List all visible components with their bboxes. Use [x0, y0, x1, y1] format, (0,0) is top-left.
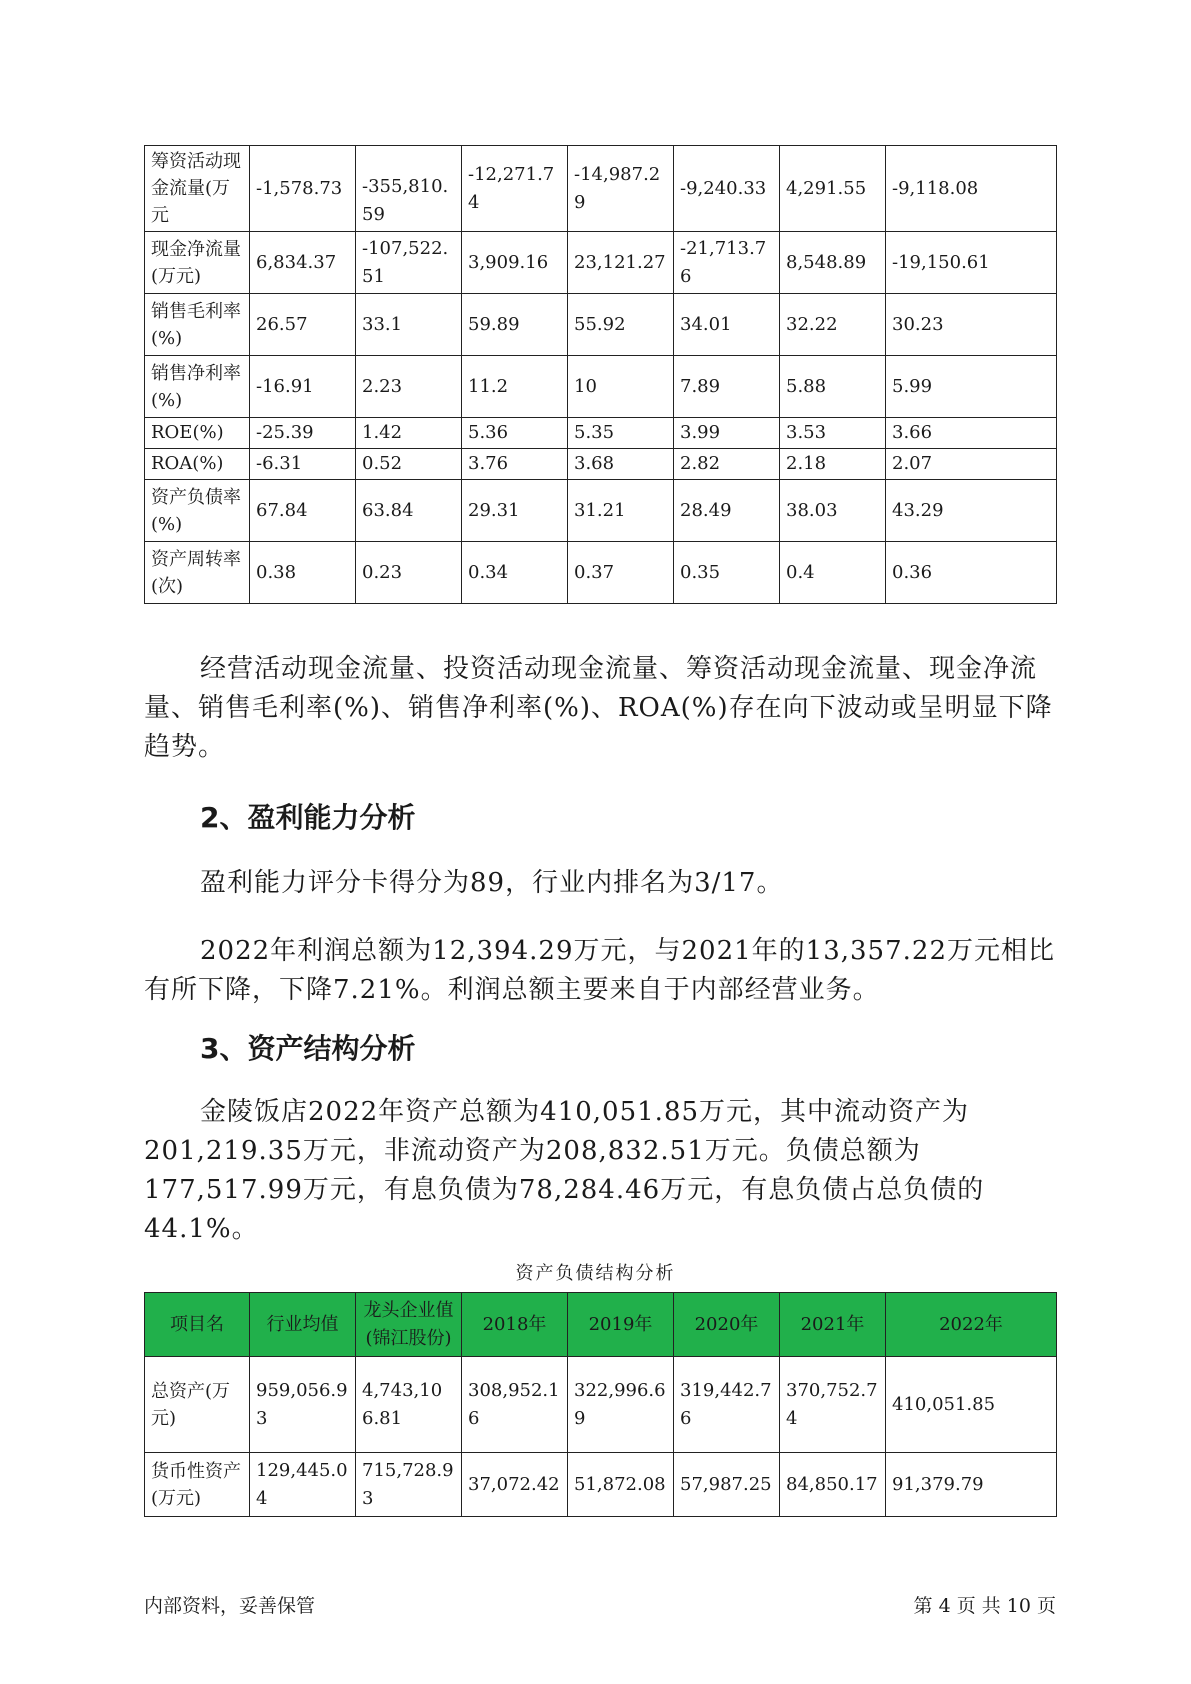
table-cell: 37,072.42 — [462, 1453, 568, 1517]
table-cell: 59.89 — [462, 294, 568, 356]
table-cell: 28.49 — [674, 480, 780, 542]
table-header-row — [145, 1293, 1057, 1357]
table-cell: 51,872.08 — [568, 1453, 674, 1517]
table-cell: 67.84 — [250, 480, 356, 542]
section-heading-asset-structure: 3、资产结构分析 — [200, 1032, 416, 1065]
footer-page-number: 第 4 页 共 10 页 — [913, 1595, 1056, 1617]
table-cell: 322,996.69 — [568, 1357, 674, 1453]
table-cell: 2.18 — [780, 449, 886, 480]
table-cell: 3.68 — [568, 449, 674, 480]
row-label: 销售净利率(%) — [145, 356, 250, 418]
table-cell: -14,987.29 — [568, 146, 674, 232]
table-row — [145, 146, 1057, 232]
row-label: 销售毛利率(%) — [145, 294, 250, 356]
table-cell: 5.36 — [462, 418, 568, 449]
table-cell: 5.88 — [780, 356, 886, 418]
table-row — [145, 449, 1057, 480]
table-cell: 5.35 — [568, 418, 674, 449]
table-cell: 23,121.27 — [568, 232, 674, 294]
table-cell: 3.76 — [462, 449, 568, 480]
table-row — [145, 356, 1057, 418]
table-cell: 0.35 — [674, 542, 780, 604]
table-cell: 308,952.16 — [462, 1357, 568, 1453]
table-cell: -16.91 — [250, 356, 356, 418]
row-label: 资产周转率(次) — [145, 542, 250, 604]
table-row — [145, 418, 1057, 449]
table-cell: -12,271.74 — [462, 146, 568, 232]
table-cell: 34.01 — [674, 294, 780, 356]
table-cell: 30.23 — [886, 294, 1057, 356]
trend-summary-paragraph: 经营活动现金流量、投资活动现金流量、筹资活动现金流量、现金净流量、销售毛利率(%)、销售净利率(%)、ROA(%)存在向下波动或呈明显下降趋势。 — [144, 654, 1053, 762]
table-cell: -355,810.59 — [356, 146, 462, 232]
table-cell: 2.23 — [356, 356, 462, 418]
table-cell: -25.39 — [250, 418, 356, 449]
table-cell: 2.82 — [674, 449, 780, 480]
table-cell: 0.37 — [568, 542, 674, 604]
table-caption: 资产负债结构分析 — [515, 1263, 676, 1284]
row-label: 货币性资产(万元) — [145, 1453, 250, 1517]
table-cell: 370,752.74 — [780, 1357, 886, 1453]
table-cell: 8,548.89 — [780, 232, 886, 294]
table-cell: 1.42 — [356, 418, 462, 449]
table-cell: 57,987.25 — [674, 1453, 780, 1517]
table-cell: 3.99 — [674, 418, 780, 449]
profitability-score-paragraph: 盈利能力评分卡得分为89，行业内排名为3/17。 — [200, 868, 784, 898]
table-cell: 32.22 — [780, 294, 886, 356]
financial-indicators-table — [144, 145, 1057, 604]
table-cell: 5.99 — [886, 356, 1057, 418]
row-label: 筹资活动现金流量(万元 — [145, 146, 250, 232]
column-header: 龙头企业值(锦江股份) — [356, 1293, 462, 1357]
table-cell: 38.03 — [780, 480, 886, 542]
table-cell: -19,150.61 — [886, 232, 1057, 294]
table-cell: -6.31 — [250, 449, 356, 480]
table-cell: -9,118.08 — [886, 146, 1057, 232]
section-heading-profitability: 2、盈利能力分析 — [200, 801, 416, 834]
column-header: 2019年 — [568, 1293, 674, 1357]
table-cell: -107,522.51 — [356, 232, 462, 294]
table-cell: 715,728.93 — [356, 1453, 462, 1517]
asset-structure-paragraph: 金陵饭店2022年资产总额为410,051.85万元，其中流动资产为201,219.35万元，非流动资产为208,832.51万元。负债总额为177,517.99万元，有息负债为78,284.46万元，有息负债占总负债的44.1%。 — [144, 1097, 985, 1244]
table-cell: -1,578.73 — [250, 146, 356, 232]
footer-confidential-note: 内部资料，妥善保管 — [144, 1595, 316, 1617]
table-cell: 7.89 — [674, 356, 780, 418]
row-label: 总资产(万元) — [145, 1357, 250, 1453]
table-cell: 43.29 — [886, 480, 1057, 542]
table-cell: 4,291.55 — [780, 146, 886, 232]
table-cell: -9,240.33 — [674, 146, 780, 232]
table-cell: 129,445.04 — [250, 1453, 356, 1517]
row-label: 现金净流量(万元) — [145, 232, 250, 294]
profit-total-paragraph: 2022年利润总额为12,394.29万元，与2021年的13,357.22万元相比有所下降，下降7.21%。利润总额主要来自于内部经营业务。 — [144, 936, 1055, 1005]
table-cell: 0.23 — [356, 542, 462, 604]
column-header: 行业均值 — [250, 1293, 356, 1357]
table-row — [145, 1357, 1057, 1453]
table-cell: 0.34 — [462, 542, 568, 604]
table-cell: 63.84 — [356, 480, 462, 542]
table-cell: 84,850.17 — [780, 1453, 886, 1517]
table-cell: 11.2 — [462, 356, 568, 418]
row-label: ROE(%) — [145, 418, 250, 449]
table-cell: 10 — [568, 356, 674, 418]
column-header: 2022年 — [886, 1293, 1057, 1357]
table-cell: 2.07 — [886, 449, 1057, 480]
table-row — [145, 294, 1057, 356]
table-cell: 410,051.85 — [886, 1357, 1057, 1453]
table-cell: 29.31 — [462, 480, 568, 542]
table-row — [145, 542, 1057, 604]
column-header: 项目名 — [145, 1293, 250, 1357]
table-cell: 0.52 — [356, 449, 462, 480]
table-cell: 91,379.79 — [886, 1453, 1057, 1517]
table-cell: 55.92 — [568, 294, 674, 356]
table-cell: 3.53 — [780, 418, 886, 449]
table-cell: 0.38 — [250, 542, 356, 604]
table-cell: 4,743,106.81 — [356, 1357, 462, 1453]
table-cell: 31.21 — [568, 480, 674, 542]
table-cell: -21,713.76 — [674, 232, 780, 294]
table-cell: 26.57 — [250, 294, 356, 356]
table-cell: 3.66 — [886, 418, 1057, 449]
column-header: 2020年 — [674, 1293, 780, 1357]
row-label: 资产负债率(%) — [145, 480, 250, 542]
table-row — [145, 480, 1057, 542]
table-cell: 319,442.76 — [674, 1357, 780, 1453]
table-cell: 3,909.16 — [462, 232, 568, 294]
table-cell: 6,834.37 — [250, 232, 356, 294]
table-row — [145, 232, 1057, 294]
table-cell: 0.36 — [886, 542, 1057, 604]
row-label: ROA(%) — [145, 449, 250, 480]
table-row — [145, 1453, 1057, 1517]
table-cell: 959,056.93 — [250, 1357, 356, 1453]
asset-liability-table — [144, 1292, 1057, 1517]
table-cell: 0.4 — [780, 542, 886, 604]
column-header: 2018年 — [462, 1293, 568, 1357]
table-cell: 33.1 — [356, 294, 462, 356]
column-header: 2021年 — [780, 1293, 886, 1357]
